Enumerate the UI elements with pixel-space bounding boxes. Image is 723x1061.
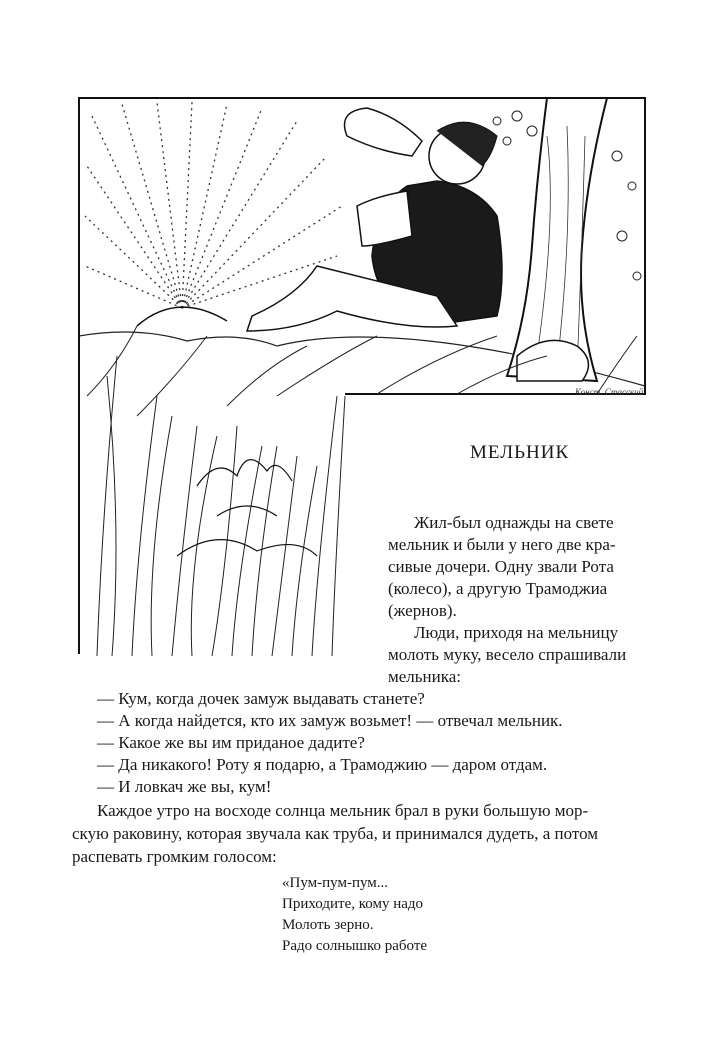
verse-line-1: «Пум-пум-пум...	[282, 875, 389, 891]
paragraph-line-2: скую раковину, которая звучала как труба, и принимался дудеть, а потом	[72, 824, 599, 843]
artist-signature: Конст. Стасский	[575, 387, 644, 397]
narrow-line-8: мельника:	[388, 667, 462, 686]
narrow-line-2: мельник и были у него две кра-	[388, 535, 616, 554]
verse-line-2: Приходите, кому надо	[282, 896, 424, 912]
dialogue-line-2: — А когда найдется, кто их замуж возьмет! — отвечал мельник.	[97, 711, 563, 730]
narrow-line-6: Люди, приходя на мельницу	[414, 623, 619, 642]
dialogue-line-4: — Да никакого! Роту я подарю, а Трамоджию — даром отдам.	[97, 755, 548, 774]
dialogue-line-1: — Кум, когда дочек замуж выдавать станете?	[97, 689, 425, 708]
verse	[282, 873, 427, 957]
narrow-line-5: (жернов).	[388, 601, 457, 620]
verse-line-3: Молоть зерно.	[282, 917, 374, 933]
paragraph-line-1: Каждое утро на восходе солнца мельник брал в руки большую мор-	[97, 801, 589, 820]
verse-line-4: Радо солнышко работе	[282, 938, 428, 954]
dialogue-line-3: — Какое же вы им приданое дадите?	[97, 733, 365, 752]
narrow-line-7: молоть муку, весело спрашивали	[388, 645, 627, 664]
paragraph-line-3: распевать громким голосом:	[72, 847, 277, 866]
narrow-line-4: (колесо), а другую Трамоджиа	[388, 579, 608, 598]
narrow-line-3: сивые дочери. Одну звали Рота	[388, 557, 614, 576]
narrow-line-1: Жил-был однажды на свете	[414, 513, 614, 532]
page-title: МЕЛЬНИК	[470, 442, 570, 463]
dialogue-line-5: — И ловкач же вы, кум!	[97, 777, 272, 796]
